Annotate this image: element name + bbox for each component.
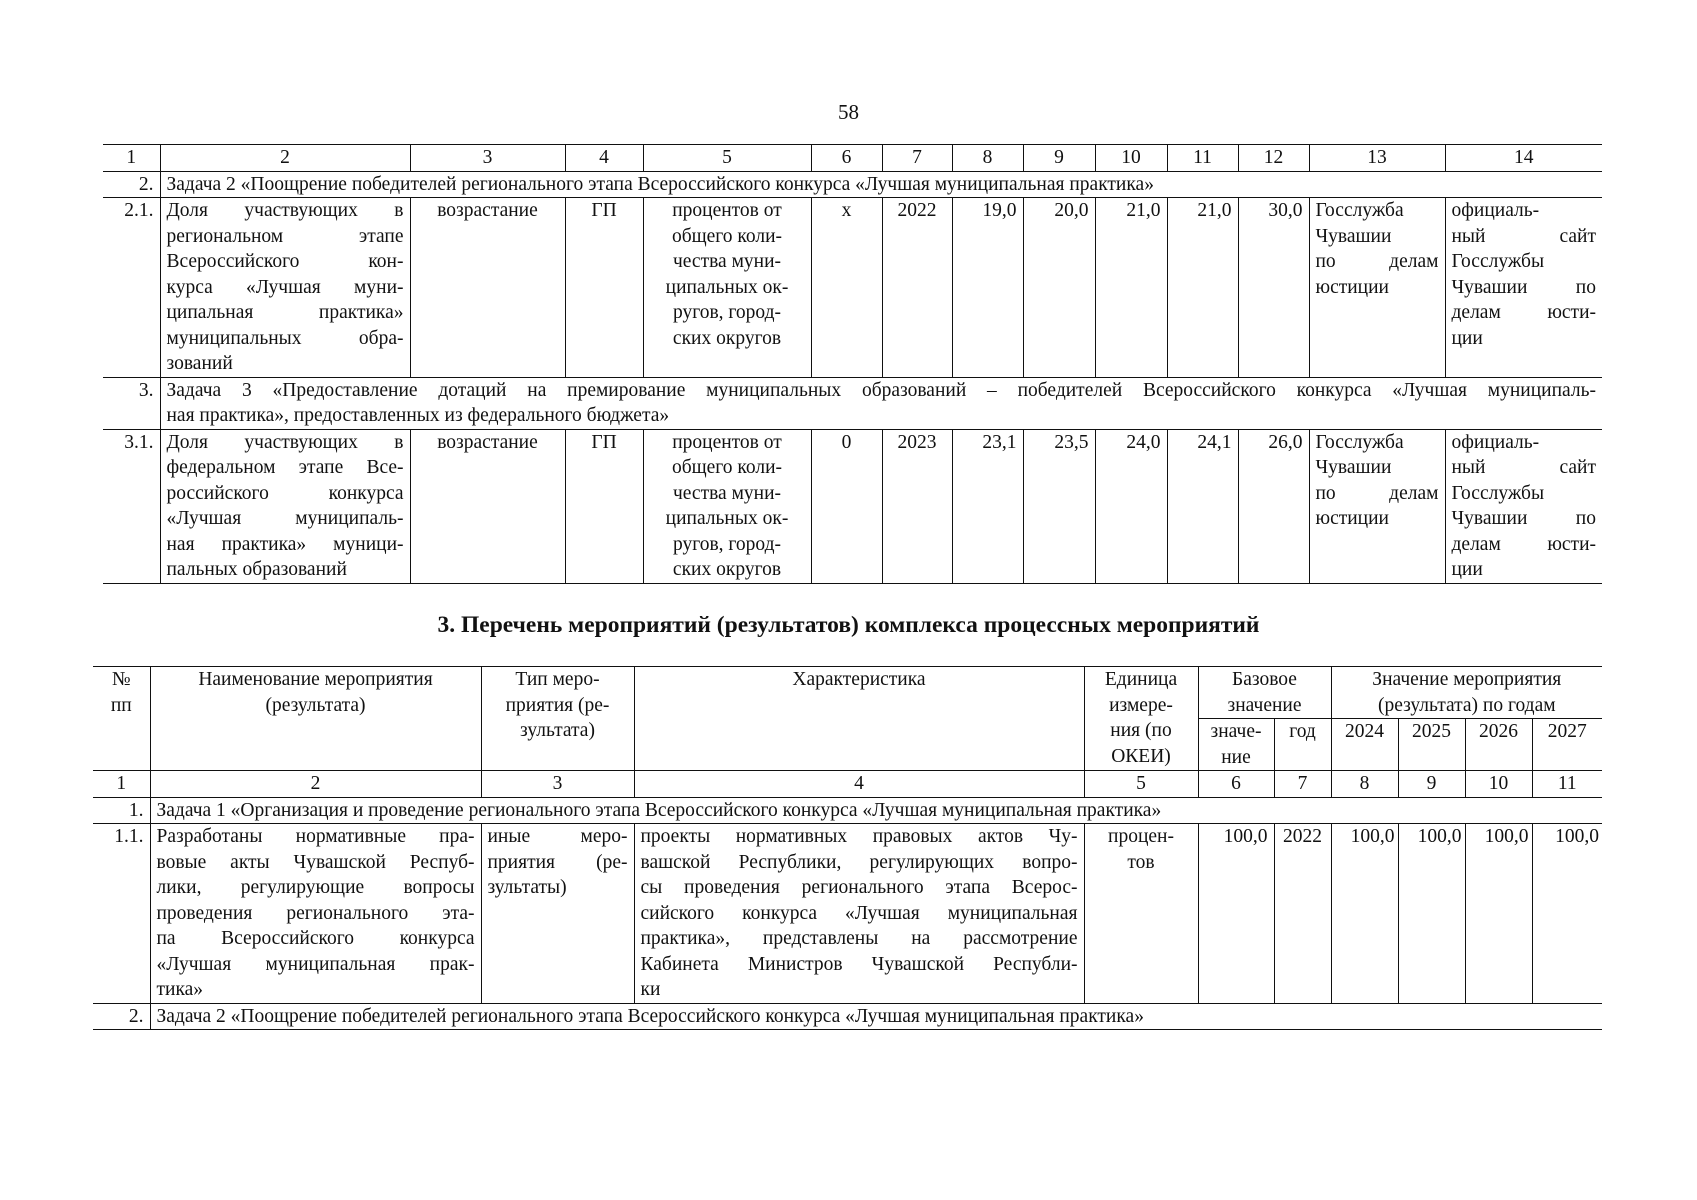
header-unit: Единица измере- ния (по ОКЕИ) — [1084, 667, 1198, 771]
indicator-number: 3.1. — [103, 429, 160, 583]
base-value: 100,0 — [1198, 824, 1274, 1004]
header-year: 2027 — [1532, 719, 1602, 771]
column-number: 7 — [882, 145, 952, 172]
value-cell: 26,0 — [1238, 429, 1309, 583]
value-cell: 19,0 — [952, 198, 1023, 378]
column-number: 11 — [1167, 145, 1238, 172]
indicator-level: ГП — [565, 429, 643, 583]
task-number: 2. — [93, 1003, 150, 1030]
activity-type: иные меро- приятия (ре- зультаты) — [481, 824, 634, 1004]
column-number: 1 — [93, 771, 150, 798]
column-number: 12 — [1238, 145, 1309, 172]
column-number: 1 — [103, 145, 160, 172]
value-cell: 23,1 — [952, 429, 1023, 583]
task-row — [103, 171, 1602, 198]
base-year: 2022 — [882, 198, 952, 378]
indicator-unit: процентов от общего коли- чества муни- ципальных ок- ругов, город- ских округов — [643, 198, 811, 378]
header-year: 2025 — [1398, 719, 1465, 771]
activities-table — [93, 666, 1602, 1030]
column-number: 8 — [952, 145, 1023, 172]
activity-unit: процен- тов — [1084, 824, 1198, 1004]
value-cell: 24,0 — [1095, 429, 1167, 583]
indicator-name: Доля участвующих в федеральном этапе Все- российского конкурса «Лучшая муниципаль- ная практика» муници- пальных образований — [160, 429, 410, 583]
column-number: 9 — [1023, 145, 1095, 172]
value-cell: 23,5 — [1023, 429, 1095, 583]
column-number: 11 — [1532, 771, 1602, 798]
column-number: 5 — [1084, 771, 1198, 798]
task-title: Задача 1 «Организация и проведение регионального этапа Всероссийского конкурса «Лучшая муниципальная практика» — [150, 797, 1602, 824]
value-cell: 24,1 — [1167, 429, 1238, 583]
value-cell: 20,0 — [1023, 198, 1095, 378]
value-cell: 21,0 — [1095, 198, 1167, 378]
column-number: 9 — [1398, 771, 1465, 798]
value-2027: 100,0 — [1532, 824, 1602, 1004]
header-number: № пп — [93, 667, 150, 771]
value-2026: 100,0 — [1465, 824, 1532, 1004]
indicator-number: 2.1. — [103, 198, 160, 378]
task-title: Задача 2 «Поощрение победителей регионального этапа Всероссийского конкурса «Лучшая муниципальная практика» — [160, 171, 1602, 198]
column-number: 13 — [1309, 145, 1445, 172]
column-number: 10 — [1095, 145, 1167, 172]
activity-name: Разработаны нормативные пра- вовые акты Чувашской Респуб- лики, регулирующие вопросы проведения регионального эта- па Всероссийского конкурса «Лучшая муниципальная прак- тика» — [150, 824, 481, 1004]
base-year: 2023 — [882, 429, 952, 583]
header-row — [93, 667, 1602, 719]
task-row — [93, 1003, 1602, 1030]
column-number: 5 — [643, 145, 811, 172]
task-row — [103, 377, 1602, 429]
responsible: Госслужба Чувашии по делам юстиции — [1309, 429, 1445, 583]
column-number: 6 — [811, 145, 882, 172]
header-name: Наименование мероприятия (результата) — [150, 667, 481, 771]
base-year: 2022 — [1274, 824, 1331, 1004]
indicator-direction: возрастание — [410, 198, 565, 378]
header-type: Тип меро- приятия (ре- зультата) — [481, 667, 634, 771]
header-base-year: год — [1274, 719, 1331, 771]
indicators-table — [103, 144, 1602, 584]
section-title: 3. Перечень мероприятий (результатов) комплекса процессных мероприятий — [437, 612, 1260, 638]
column-number: 4 — [634, 771, 1084, 798]
value-cell: 30,0 — [1238, 198, 1309, 378]
column-number: 2 — [160, 145, 410, 172]
base-value: 0 — [811, 429, 882, 583]
header-base-value: значе- ние — [1198, 719, 1274, 771]
header-characteristic: Характеристика — [634, 667, 1084, 771]
info-source: официаль- ный сайт Госслужбы Чувашии по делам юсти- ции — [1445, 198, 1602, 378]
task-title: Задача 3 «Предоставление дотаций на премирование муниципальных образований – победителей Всероссийского конкурса «Лучшая муниципаль- ная практика», предоставленных из федерального бюджета» — [160, 377, 1602, 429]
header-base: Базовое значение — [1198, 667, 1331, 719]
column-number: 4 — [565, 145, 643, 172]
column-number-row — [93, 771, 1602, 798]
column-number: 7 — [1274, 771, 1331, 798]
task-number: 3. — [103, 377, 160, 429]
column-number: 8 — [1331, 771, 1398, 798]
header-values: Значение мероприятия (результата) по годам — [1331, 667, 1602, 719]
indicator-name: Доля участвующих в региональном этапе Всероссийского кон- курса «Лучшая муни- ципальная практика» муниципальных обра- зований — [160, 198, 410, 378]
value-2024: 100,0 — [1331, 824, 1398, 1004]
column-number: 3 — [410, 145, 565, 172]
task-number: 1. — [93, 797, 150, 824]
task-row — [93, 797, 1602, 824]
header-year: 2026 — [1465, 719, 1532, 771]
indicator-unit: процентов от общего коли- чества муни- ципальных ок- ругов, город- ских округов — [643, 429, 811, 583]
indicator-row — [103, 429, 1602, 583]
indicator-row — [103, 198, 1602, 378]
activity-row — [93, 824, 1602, 1004]
value-2025: 100,0 — [1398, 824, 1465, 1004]
column-number: 3 — [481, 771, 634, 798]
column-number: 10 — [1465, 771, 1532, 798]
header-year: 2024 — [1331, 719, 1398, 771]
indicator-level: ГП — [565, 198, 643, 378]
activity-characteristic: проекты нормативных правовых актов Чу- вашской Республики, регулирующих вопро- сы проведения регионального этапа Всерос- сийского конкурса «Лучшая муниципальная практика», представлены на рассмотрение Кабинета Министров Чувашской Республи- ки — [634, 824, 1084, 1004]
info-source: официаль- ный сайт Госслужбы Чувашии по делам юсти- ции — [1445, 429, 1602, 583]
column-number: 2 — [150, 771, 481, 798]
task-number: 2. — [103, 171, 160, 198]
column-number: 14 — [1445, 145, 1602, 172]
page-number: 58 — [838, 100, 859, 124]
base-value: х — [811, 198, 882, 378]
value-cell: 21,0 — [1167, 198, 1238, 378]
task-title: Задача 2 «Поощрение победителей регионального этапа Всероссийского конкурса «Лучшая муниципальная практика» — [150, 1003, 1602, 1030]
column-number-row — [103, 145, 1602, 172]
activity-number: 1.1. — [93, 824, 150, 1004]
column-number: 6 — [1198, 771, 1274, 798]
responsible: Госслужба Чувашии по делам юстиции — [1309, 198, 1445, 378]
indicator-direction: возрастание — [410, 429, 565, 583]
